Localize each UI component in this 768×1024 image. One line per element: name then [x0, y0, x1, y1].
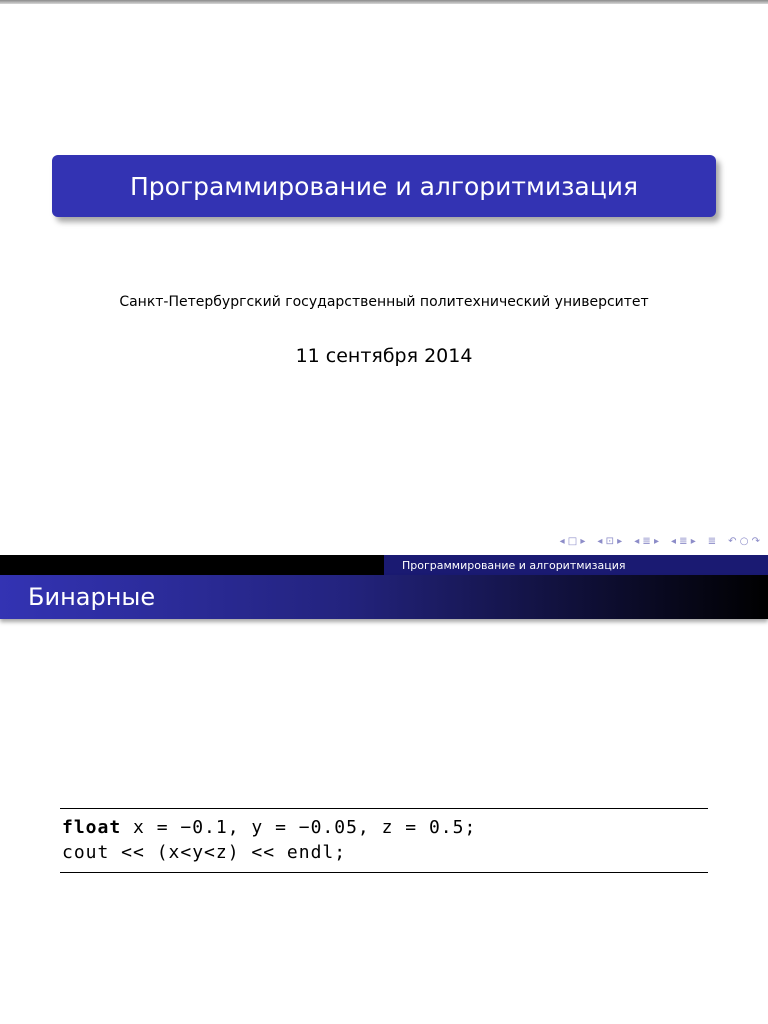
code-line-2: cout << (x<y<z) << endl; — [62, 842, 347, 863]
subsection-nav-icon[interactable]: ◂ ≣ ▸ — [634, 536, 659, 547]
date: 11 сентября 2014 — [295, 345, 473, 367]
presentation-title: Программирование и алгоритмизация — [129, 171, 639, 201]
frame-title-bar — [0, 575, 768, 619]
toc-icon[interactable]: ≣ — [707, 536, 717, 547]
institute: Санкт-Петербургский государственный политехнический университет — [119, 294, 649, 310]
frame-nav-icon[interactable]: ◂ ⊡ ▸ — [597, 536, 623, 547]
code-line-1-rest: x = −0.1, y = −0.05, z = 0.5; — [121, 817, 477, 838]
frame-title: Бинарные — [28, 583, 156, 611]
section-nav-icon[interactable]: ◂ ≣ ▸ — [670, 536, 696, 547]
code-line-1 — [62, 815, 706, 840]
search-back-forward-icon[interactable]: ↶ ○ ↷ — [728, 536, 760, 547]
slide-nav-icon[interactable]: ◂ □ ▸ — [559, 536, 586, 547]
headline-right — [384, 555, 768, 575]
code-keyword: float — [62, 817, 122, 838]
headline-left — [0, 555, 384, 575]
code-block — [60, 808, 708, 873]
title-box — [52, 155, 716, 217]
headline-bar — [0, 555, 768, 575]
top-border — [0, 0, 768, 4]
headline-title: Программирование и алгоритмизация — [402, 558, 626, 572]
navigation-bar — [560, 536, 760, 547]
